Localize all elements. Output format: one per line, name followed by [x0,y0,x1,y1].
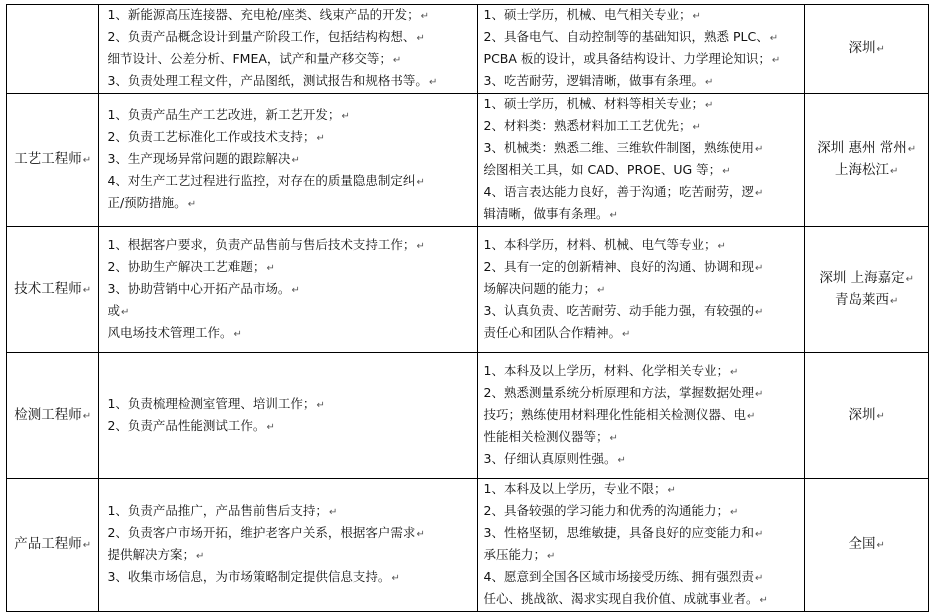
paragraph-mark-icon: ↵ [889,295,899,307]
paragraph-mark-icon: ↵ [876,410,885,422]
paragraph-mark-icon: ↵ [771,55,781,66]
paragraph-mark-icon: ↵ [291,284,300,296]
paragraph-mark-icon: ↵ [391,573,400,584]
paragraph-mark-icon: ↵ [755,188,764,199]
role-cell [7,5,99,94]
paragraph-mark-icon: ↵ [187,199,197,210]
paragraph-mark-icon: ↵ [416,33,425,44]
requirements-cell: 1、硕士学历，机械、电气相关专业；↵ 2、具备电气、自动控制等的基础知识，熟悉 PLC、↵ PCBA 板的设计，或具备结构设计、力学理论知识；↵ 3、吃苦耐劳，逻辑清晰，做事有条理。↵ [477,5,805,94]
paragraph-mark-icon: ↵ [667,485,676,496]
paragraph-mark-icon: ↵ [755,573,764,584]
requirements-cell: 1、本科及以上学历，材料、化学相关专业；↵ 2、熟悉测量系统分析原理和方法，掌握数据处理↵ 技巧；熟练使用材料理化性能相关检测仪器、电↵ 性能相关检测仪器等；↵ 3、仔细认真原则性强。↵ [477,353,805,479]
role-cell: 产品工程师↵ [7,479,99,612]
paragraph-mark-icon: ↵ [547,551,556,562]
paragraph-mark-icon: ↵ [617,454,626,466]
paragraph-mark-icon: ↵ [609,210,618,221]
paragraph-mark-icon: ↵ [609,432,618,444]
paragraph-mark-icon: ↵ [755,388,764,400]
duties-cell: 1、负责产品推广，产品售前售后支持；↵ 2、负责客户市场开拓，维护老客户关系，根据客户需求↵ 提供解决方案；↵ 3、收集市场信息，为市场策略制定提供信息支持。↵ [99,479,477,612]
paragraph-mark-icon: ↵ [316,133,325,144]
paragraph-mark-icon: ↵ [730,366,739,378]
paragraph-mark-icon: ↵ [416,177,425,188]
location-cell: 深圳 惠州 常州↵ 上海松江↵ [805,94,929,227]
paragraph-mark-icon: ↵ [759,595,768,606]
duties-cell: 1、新能源高压连接器、充电枪/座类、线束产品的开发；↵ 2、负责产品概念设计到量产阶段工作，包括结构构想、↵ 细节设计、公差分析、FMEA，试产和量产移交等；↵ 3、负责处理工程文件，产品图纸，测试报告和规格书等。↵ [99,5,477,94]
paragraph-mark-icon: ↵ [905,273,915,285]
paragraph-mark-icon: ↵ [755,262,764,274]
paragraph-mark-icon: ↵ [82,540,92,551]
duties-cell: 1、根据客户要求，负责产品售前与售后技术支持工作；↵ 2、协助生产解决工艺难题；↵ 3、协助营销中心开拓产品市场。↵ 或↵ 风电场技术管理工作。↵ [99,227,477,353]
role-cell: 工艺工程师↵ [7,94,99,227]
paragraph-mark-icon: ↵ [428,77,438,88]
table-row [7,479,929,612]
table-row [7,94,929,227]
requirements-cell: 1、本科及以上学历，专业不限；↵ 2、具备较强的学习能力和优秀的沟通能力；↵ 3、性格坚韧，思维敏捷，具备良好的应变能力和↵ 承压能力；↵ 4、愿意到全国各区域市场接受历练、拥有强烈责↵ 任心、挑战欲、渴求实现自我价值、成就事业者。↵ [477,479,805,612]
paragraph-mark-icon: ↵ [316,399,325,411]
role-cell: 技术工程师↵ [7,227,99,353]
paragraph-mark-icon: ↵ [755,144,764,155]
paragraph-mark-icon: ↵ [266,262,275,274]
paragraph-mark-icon: ↵ [82,284,92,296]
location-cell: 深圳↵ [805,353,929,479]
paragraph-mark-icon: ↵ [769,33,779,44]
paragraph-mark-icon: ↵ [120,306,130,318]
role-cell: 检测工程师↵ [7,353,99,479]
paragraph-mark-icon: ↵ [233,328,242,340]
duties-cell: 1、负责梳理检测室管理、培训工作；↵ 2、负责产品性能测试工作。↵ [99,353,477,479]
paragraph-mark-icon: ↵ [889,166,899,177]
paragraph-mark-icon: ↵ [416,240,425,252]
paragraph-mark-icon: ↵ [82,155,92,166]
paragraph-mark-icon: ↵ [876,44,885,55]
table-row [7,5,929,94]
paragraph-mark-icon: ↵ [705,100,714,111]
table-row [7,227,929,353]
paragraph-mark-icon: ↵ [876,540,885,551]
paragraph-mark-icon: ↵ [328,507,338,518]
recruitment-table [6,4,929,612]
paragraph-mark-icon: ↵ [722,166,731,177]
paragraph-mark-icon: ↵ [82,410,92,422]
location-cell: 深圳↵ [805,5,929,94]
paragraph-mark-icon: ↵ [416,529,425,540]
paragraph-mark-icon: ↵ [692,11,701,22]
requirements-cell: 1、本科学历，材料、机械、电气等专业；↵ 2、具有一定的创新精神、良好的沟通、协调和现↵ 场解决问题的能力；↵ 3、认真负责、吃苦耐劳、动手能力强，有较强的↵ 责任心和团队合作精神。↵ [477,227,805,353]
duties-cell: 1、负责产品生产工艺改进，新工艺开发；↵ 2、负责工艺标准化工作或技术支持；↵ 3、生产现场异常问题的跟踪解决↵ 4、对生产工艺过程进行监控，对存在的质量隐患制定纠↵ 正/预防措施。↵ [99,94,477,227]
location-cell: 深圳 上海嘉定↵ 青岛莱西↵ [805,227,929,353]
paragraph-mark-icon: ↵ [341,111,350,122]
table-row [7,353,929,479]
paragraph-mark-icon: ↵ [730,507,739,518]
paragraph-mark-icon: ↵ [747,410,756,422]
paragraph-mark-icon: ↵ [755,306,764,318]
paragraph-mark-icon: ↵ [622,328,631,340]
paragraph-mark-icon: ↵ [755,529,764,540]
paragraph-mark-icon: ↵ [420,11,430,22]
paragraph-mark-icon: ↵ [291,155,300,166]
requirements-cell: 1、硕士学历，机械、材料等相关专业；↵ 2、材料类：熟悉材料加工工艺优先；↵ 3、机械类：熟悉二维、三维软件制图，熟练使用↵ 绘图相关工具，如 CAD、PROE、UG 等；↵ 4、语言表达能力良好，善于沟通；吃苦耐劳，逻↵ 辑清晰，做事有条理。↵ [477,94,805,227]
paragraph-mark-icon: ↵ [392,55,402,66]
paragraph-mark-icon: ↵ [705,77,714,88]
paragraph-mark-icon: ↵ [597,284,606,296]
paragraph-mark-icon: ↵ [717,240,726,252]
paragraph-mark-icon: ↵ [692,122,701,133]
location-cell: 全国↵ [805,479,929,612]
paragraph-mark-icon: ↵ [266,421,275,433]
paragraph-mark-icon: ↵ [907,144,917,155]
paragraph-mark-icon: ↵ [195,551,205,562]
